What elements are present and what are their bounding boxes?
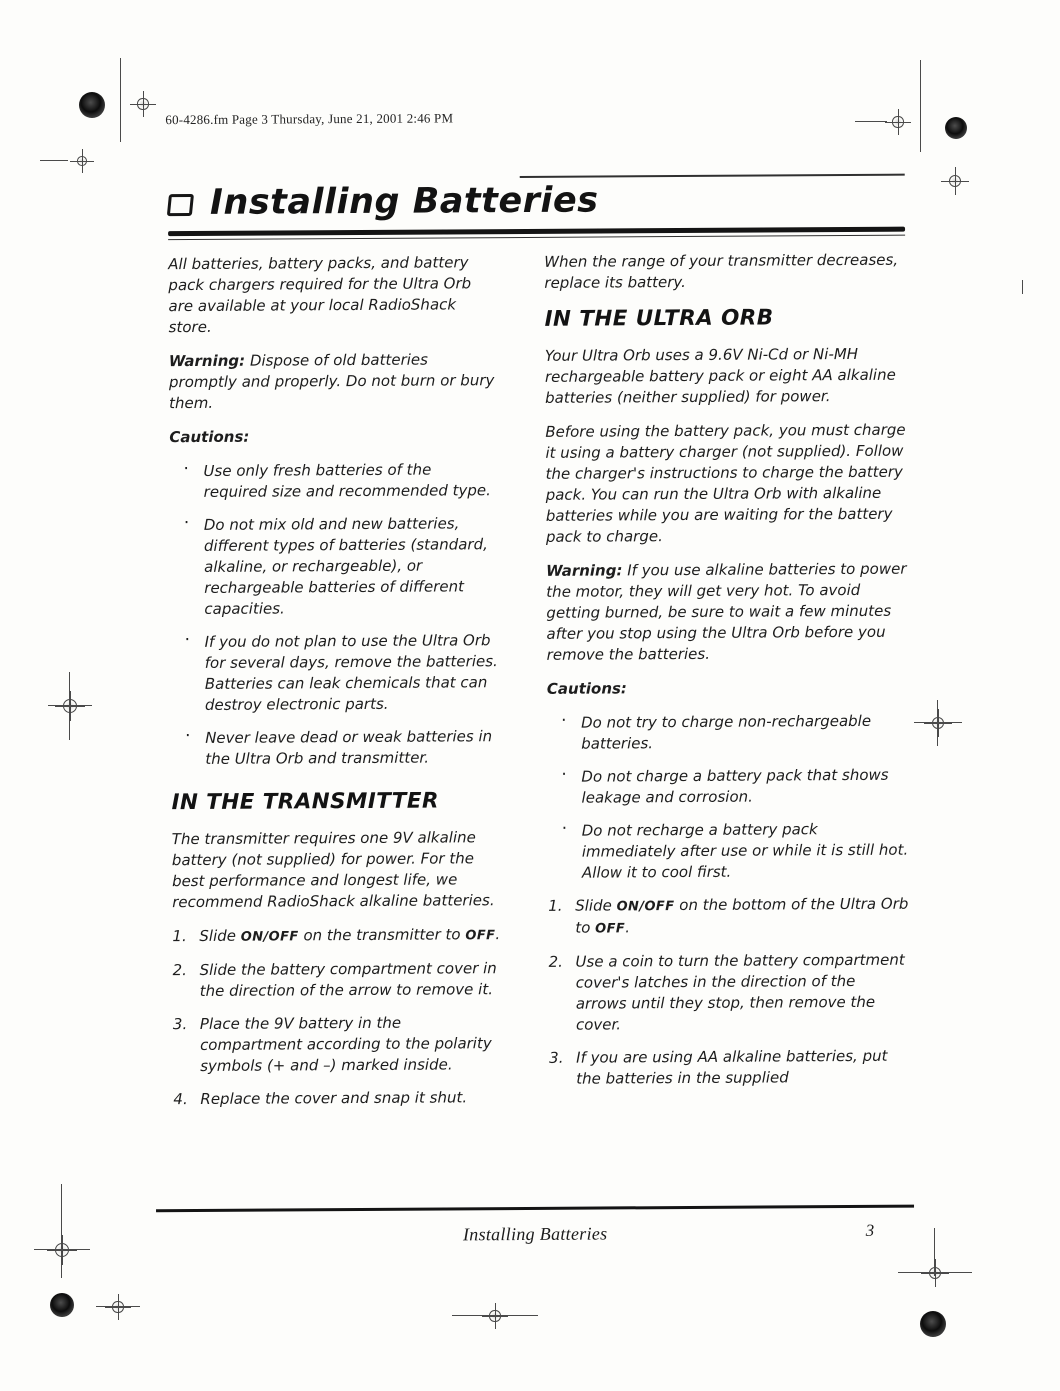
step-number: 4. [173, 1090, 188, 1109]
warning-paragraph [546, 559, 908, 666]
step-number: 2. [172, 961, 187, 980]
step-item [549, 1046, 910, 1090]
caution-text: If you do not plan to use the Ultra Orb for several days, remove the batteries. Batteries can leak chemicals that can destroy electronic parts. [204, 631, 498, 714]
bullet-icon: · [561, 764, 567, 785]
section-intro-paragraph: The transmitter requires one 9V alkaline battery (not supplied) for power. For the best performance and longest life, we recommend RadioShack alkaline batteries. [171, 828, 495, 912]
steps-list [548, 894, 910, 1090]
left-column [168, 252, 503, 1122]
section-heading-ultra-orb: IN THE ULTRA ORB [544, 305, 774, 332]
step-text: If you are using AA alkaline batteries, put the batteries in the supplied [576, 1046, 888, 1088]
step-text: Slide the battery compartment cover in the direction of the arrow to remove it. [199, 959, 497, 1000]
step-number: 3. [172, 1015, 188, 1034]
section-heading-transmitter: IN THE TRANSMITTER [171, 788, 439, 816]
step-number: 1. [172, 927, 187, 946]
caution-text: Do not try to charge non-rechargeable batteries. [581, 711, 872, 753]
caution-item [182, 513, 501, 620]
caution-text: Do not recharge a battery pack immediately after use or while it is still hot. Allow it to cool first. [581, 820, 909, 882]
step-item [173, 1012, 503, 1077]
caution-item [559, 765, 908, 809]
step-text: Use a coin to turn the battery compartment cover's latches in the direction of the arrows until they stop, then remove the cover. [575, 950, 905, 1034]
caution-text: Do not charge a battery pack that shows leakage and corrosion. [581, 765, 889, 807]
title-row [168, 179, 905, 224]
bullet-icon: · [560, 710, 567, 731]
body-paragraph: Your Ultra Orb uses a 9.6V Ni-Cd or Ni-MH rechargeable battery pack or eight AA alkaline batteries (neither supplied) for power. [544, 344, 896, 407]
bullet-icon: · [184, 630, 191, 651]
caution-text: Never leave dead or weak batteries in the Ultra Orb and transmitter. [205, 727, 493, 768]
caution-item [559, 711, 908, 755]
step-item [548, 894, 909, 940]
cautions-list [559, 711, 909, 884]
step-text: Slide ON/OFF on the transmitter to OFF. [199, 925, 501, 945]
title-underline-thin [168, 234, 905, 240]
step-item [548, 950, 910, 1036]
step-number: 2. [548, 952, 563, 971]
step-item [172, 924, 502, 948]
caution-text: Do not mix old and new batteries, different types of batteries (standard, alkaline, or rechargeable), or rechargeable batteries of different capacities. [203, 514, 488, 618]
caution-text: Use only fresh batteries of the required size and recommended type. [203, 460, 491, 501]
step-number: 1. [548, 896, 563, 915]
page-title: Installing Batteries [209, 180, 599, 223]
warning-label: Warning: [168, 351, 246, 371]
caution-item [560, 819, 909, 884]
bullet-icon: · [185, 726, 191, 747]
caution-item [183, 630, 502, 716]
cautions-list [181, 459, 501, 770]
title-block [168, 179, 905, 241]
warning-text: Dispose of old batteries promptly and properly. Do not burn or bury them. [168, 350, 495, 413]
warning-label: Warning: [546, 561, 623, 580]
caution-item [181, 459, 499, 503]
footer-rule [156, 1205, 914, 1212]
caution-item [183, 726, 501, 770]
step-number: 3. [549, 1048, 564, 1067]
step-text: Replace the cover and snap it shut. [200, 1088, 468, 1108]
title-top-rule [520, 174, 905, 178]
page-footer [156, 1205, 914, 1247]
intro-paragraph: All batteries, battery packs, and battery pack chargers required for the Ultra Orb are available at your local RadioShack store. [168, 253, 472, 337]
step-item [173, 1087, 503, 1110]
print-header: 60-4286.fm Page 3 Thursday, June 21, 2001 2:46 PM [165, 110, 454, 128]
square-checkbox-icon [167, 194, 194, 216]
steps-list [172, 924, 503, 1110]
step-text: Slide ON/OFF on the bottom of the Ultra Orb to OFF. [575, 894, 909, 937]
cautions-label: Cautions: [169, 427, 250, 447]
bullet-icon: · [183, 459, 189, 480]
body-paragraph: Before using the battery pack, you must charge it using a battery charger (not supplied). Follow the charger's instructions to charge the battery pack. You can run the Ultra Orb with alkaline batteries while you are waiting for the battery pack to charge. [545, 420, 906, 546]
warning-text: If you use alkaline batteries to power the motor, they will get very hot. To avoid getting burned, be sure to wait a few minutes after you stop using the Ultra Orb before you remove the batteries. [546, 559, 907, 664]
footer-title: Installing Batteries [462, 1222, 608, 1244]
bullet-icon: · [183, 513, 190, 534]
warning-paragraph [169, 349, 499, 414]
two-column-body [168, 250, 910, 1122]
intro-paragraph: When the range of your transmitter decreases, replace its battery. [544, 250, 899, 292]
cautions-label: Cautions: [546, 679, 627, 698]
bullet-icon: · [561, 818, 568, 839]
step-item [173, 958, 503, 1002]
step-text: Place the 9V battery in the compartment according to the polarity symbols (+ and –) marked inside. [199, 1013, 492, 1075]
page-number: 3 [865, 1220, 875, 1240]
right-column [544, 250, 910, 1120]
